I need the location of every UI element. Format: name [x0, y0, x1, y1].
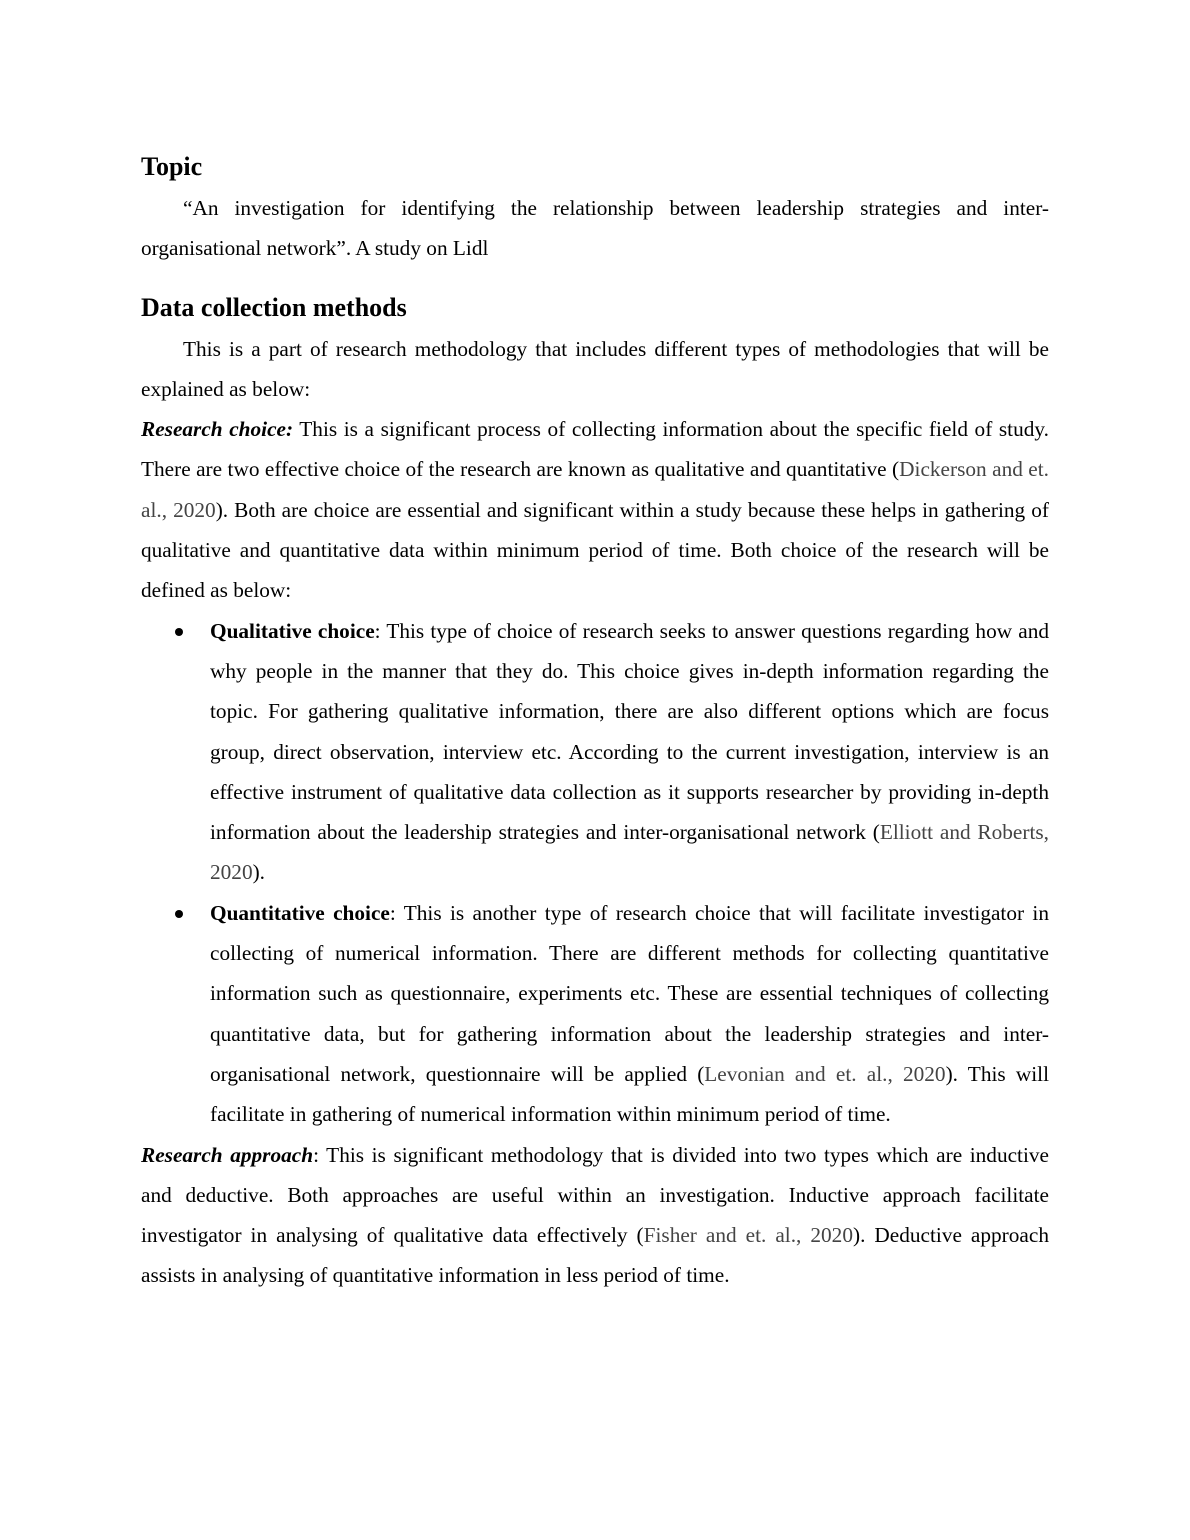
research-approach-paragraph	[141, 1135, 1049, 1296]
research-approach-label: Research approach	[141, 1142, 314, 1167]
qualitative-text-1: : This type of choice of research seeks to answer questions regarding how and why people in the manner that they do. This choice gives in-depth information regarding the topic. For gathering qualitative information, there are also different options which are focus group, direct observation, interview etc. According to the current investigation, interview is an effective instrument of qualitative data collection as it supports researcher by providing in-depth information about the leadership strategies and inter-organisational network (	[210, 618, 1049, 845]
citation-levonian: Levonian and et. al., 2020	[704, 1061, 946, 1086]
bullet-icon	[175, 628, 183, 636]
qualitative-text-2: ).	[252, 860, 266, 885]
citation-dickerson: Dickerson and et. al., 2020	[141, 457, 1049, 522]
research-choice-list	[141, 611, 1049, 1135]
bullet-icon	[175, 910, 183, 918]
list-item-qualitative	[141, 611, 1049, 893]
quantitative-label: Quantitative choice	[210, 900, 390, 925]
list-item-quantitative	[141, 893, 1049, 1135]
data-collection-heading: Data collection methods	[141, 292, 407, 322]
research-choice-label: Research choice:	[141, 417, 294, 442]
research-choice-text-1: This is a significant process of collecting information about the specific field of study. There are two effective choice of the research are known as qualitative and quantitative (	[141, 417, 1049, 482]
data-collection-intro: This is a part of research methodology that includes different types of methodologies that will be explained as below:	[141, 336, 1049, 401]
qualitative-label: Qualitative choice	[210, 618, 375, 643]
research-choice-text-2: ). Both are choice are essential and significant within a study because these helps in gathering of qualitative and quantitative data within minimum period of time. Both choice of the research will be defined as below:	[141, 497, 1049, 603]
research-approach-text-2: ). Deductive approach assists in analysing of quantitative information in less period of time.	[141, 1223, 1049, 1288]
citation-fisher: Fisher and et. al., 2020	[643, 1223, 853, 1248]
quantitative-text-2: ). This will facilitate in gathering of numerical information within minimum period of time.	[210, 1061, 1049, 1127]
document-page	[141, 150, 1049, 1296]
quantitative-text-1: : This is another type of research choice that will facilitate investigator in collecting of numerical information. There are different methods for collecting quantitative information such as questionnaire, experiments etc. These are essential techniques of collecting quantitative data, but for gathering information about the leadership strategies and inter-organisational network, questionnaire will be applied (	[210, 900, 1049, 1086]
topic-heading: Topic	[141, 152, 203, 181]
topic-text: “An investigation for identifying the relationship between leadership strategies and inter-organisational network”. A study on Lidl	[141, 196, 1049, 261]
citation-elliott: Elliott and Roberts, 2020	[210, 820, 1049, 885]
research-choice-paragraph	[141, 409, 1049, 610]
research-approach-text-1: : This is significant methodology that is divided into two types which are inductive and deductive. Both approaches are useful within an investigation. Inductive approach facilitate investigator in analysing of qualitative data effectively (	[141, 1142, 1049, 1248]
